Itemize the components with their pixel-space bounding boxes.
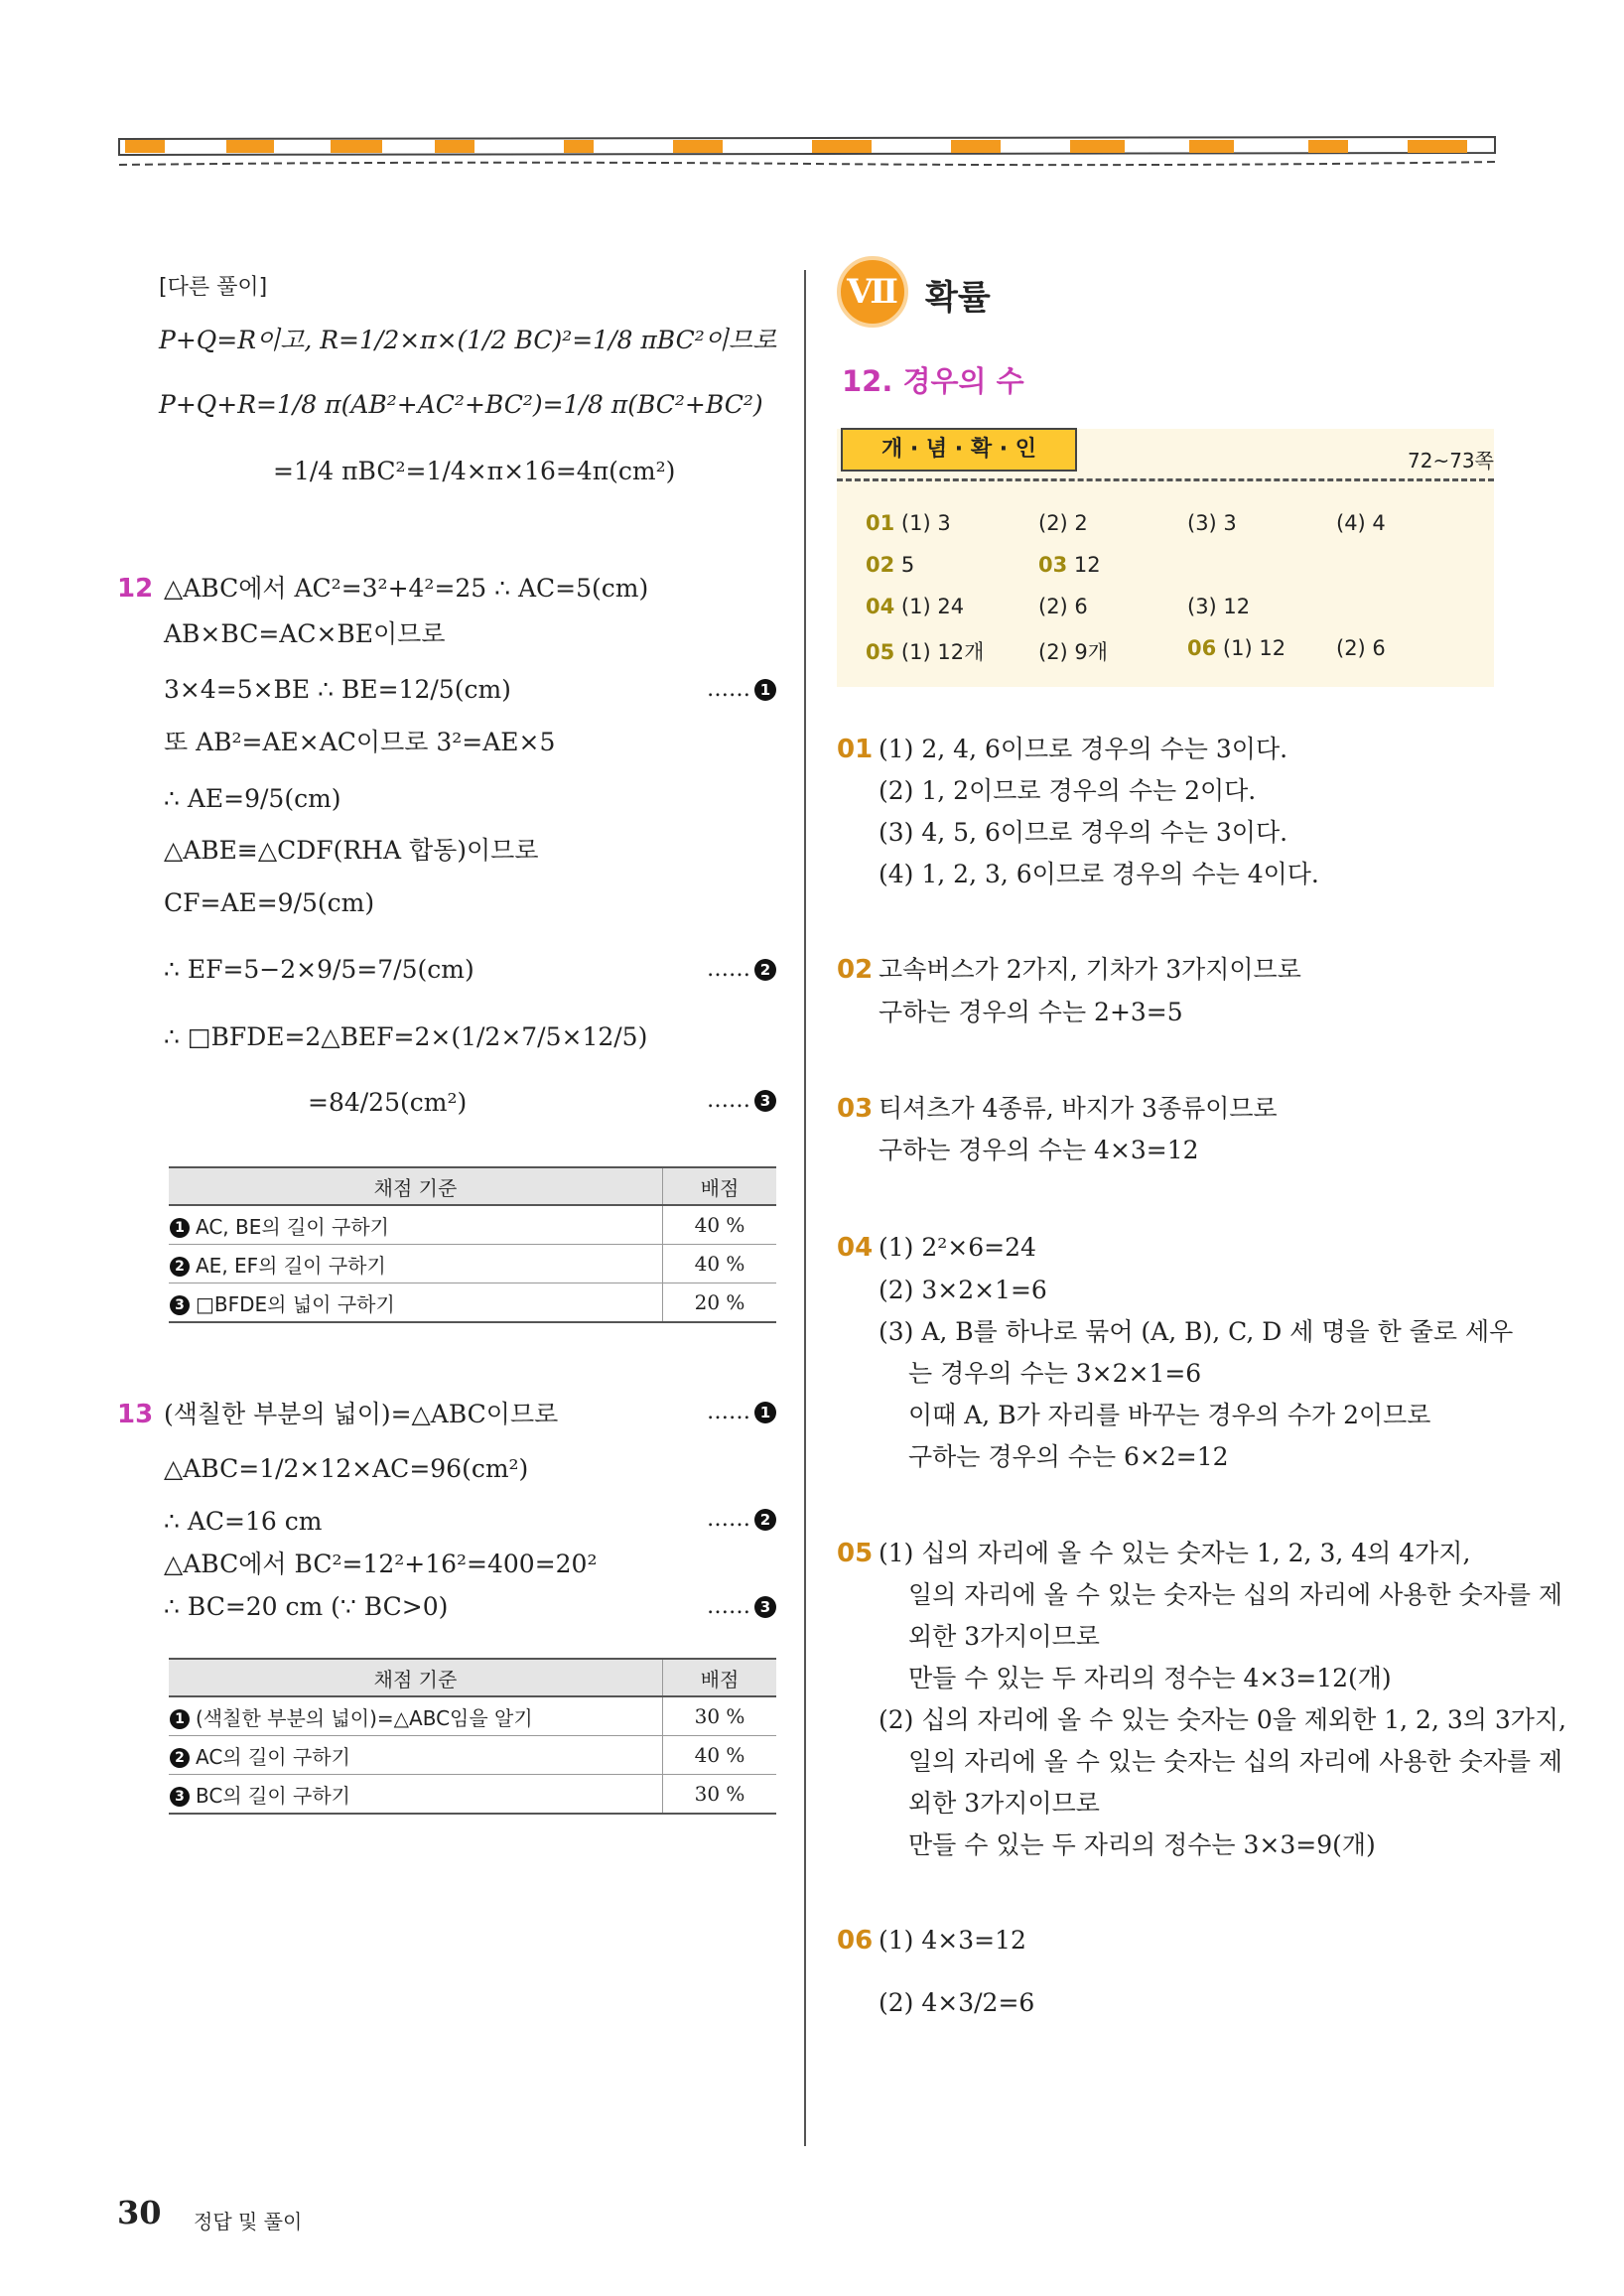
concept-item: 05 (1) 12개 — [866, 640, 985, 664]
p12-line-2: AB×BC=AC×BE이므로 — [164, 619, 446, 648]
p12-line-9: ∴ □BFDE=2△BEF=2×(1/2×7/5×12/5) — [164, 1022, 648, 1051]
p12-line-10: =84/25(cm²) — [308, 1088, 468, 1117]
p13-step-marker-1: …… 1 — [707, 1400, 776, 1424]
answer-01-line: (3) 4, 5, 6이므로 경우의 수는 3이다. — [879, 818, 1288, 847]
concept-item: (2) 2 — [1038, 511, 1088, 535]
table-row: 1 AC, BE의 길이 구하기 40 % — [169, 1205, 776, 1245]
answer-06-line: (1) 4×3=12 — [879, 1926, 1026, 1955]
footer-label: 정답 및 풀이 — [194, 2210, 303, 2233]
answer-04-line: 이때 A, B가 자리를 바꾸는 경우의 수가 2이므로 — [908, 1401, 1431, 1429]
answer-04-line: (3) A, B를 하나로 묶어 (A, B), C, D 세 명을 한 줄로 세우 — [879, 1317, 1514, 1346]
alt-line-1: P+Q=R이고, R=1/2×π×(1/2 BC)²=1/8 πBC²이므로 — [159, 326, 777, 354]
answer-05-line: 만들 수 있는 두 자리의 정수는 4×3=12(개) — [908, 1664, 1392, 1692]
p12-step-marker-1: …… 1 — [707, 677, 776, 702]
problem-13-number: 13 — [117, 1400, 154, 1429]
concept-item: 04 (1) 24 — [866, 595, 965, 618]
answer-05-line: 만들 수 있는 두 자리의 정수는 3×3=9(개) — [908, 1830, 1376, 1859]
p12-line-1: △ABC에서 AC²=3²+4²=25 ∴ AC=5(cm) — [164, 574, 649, 603]
chapter-title: 확률 — [925, 278, 991, 318]
table-row: 3 BC의 길이 구하기 30 % — [169, 1775, 776, 1815]
p12-line-3: 3×4=5×BE ∴ BE=12/5(cm) — [164, 675, 511, 704]
chapter-badge: Ⅶ — [837, 256, 908, 328]
table-row: 2 AE, EF의 길이 구하기 40 % — [169, 1245, 776, 1283]
answer-06-number: 06 — [837, 1926, 874, 1956]
concept-item: 01 (1) 3 — [866, 511, 951, 535]
answer-04-line: 구하는 경우의 수는 6×2=12 — [908, 1442, 1229, 1471]
p13-grading-table: 채점 기준 배점 1 (색칠한 부분의 넓이)=△ABC임을 알기 30 % 2 AC의 길이 구하기 40 % 3 BC의 길이 구하기 30 % — [169, 1658, 776, 1815]
p13-step-marker-2: …… 2 — [707, 1507, 776, 1532]
answer-02-line: 구하는 경우의 수는 2+3=5 — [879, 998, 1183, 1026]
p13-line-3: ∴ AC=16 cm — [164, 1507, 323, 1536]
concept-item: (3) 12 — [1187, 595, 1251, 618]
p13-step-marker-3: …… 3 — [707, 1594, 776, 1619]
section-title: 12. 경우의 수 — [842, 364, 1024, 398]
answer-03-line: 티셔츠가 4종류, 바지가 3종류이므로 — [879, 1094, 1278, 1123]
concept-item: (2) 9개 — [1038, 640, 1109, 664]
concept-item: 03 12 — [1038, 553, 1101, 577]
concept-item: (2) 6 — [1336, 636, 1386, 660]
concept-pages: 72~73쪽 — [1408, 449, 1494, 473]
answer-04-line: (1) 2²×6=24 — [879, 1233, 1036, 1262]
answer-01-line: (1) 2, 4, 6이므로 경우의 수는 3이다. — [879, 735, 1288, 763]
answer-02-line: 고속버스가 2가지, 기차가 3가지이므로 — [879, 955, 1301, 984]
answer-06-line: (2) 4×3/2=6 — [879, 1988, 1035, 2017]
table-row: 2 AC의 길이 구하기 40 % — [169, 1736, 776, 1775]
alt-line-2: P+Q+R=1/8 π(AB²+AC²+BC²)=1/8 π(BC²+BC²) — [159, 390, 763, 419]
concept-item: 06 (1) 12 — [1187, 636, 1286, 660]
answer-04-line: 는 경우의 수는 3×2×1=6 — [908, 1359, 1202, 1388]
answer-01-number: 01 — [837, 735, 874, 764]
p12-step-marker-2: …… 2 — [707, 957, 776, 982]
p13-line-5: ∴ BC=20 cm (∵ BC>0) — [164, 1592, 449, 1621]
alt-line-3: =1/4 πBC²=1/4×π×16=4π(cm²) — [273, 457, 676, 485]
answer-05-line: 일의 자리에 올 수 있는 숫자는 십의 자리에 사용한 숫자를 제 — [908, 1747, 1563, 1776]
concept-item: (2) 6 — [1038, 595, 1088, 618]
p12-line-4: 또 AB²=AE×AC이므로 3²=AE×5 — [164, 728, 556, 756]
column-divider — [804, 270, 806, 2146]
answer-05-line: (1) 십의 자리에 올 수 있는 숫자는 1, 2, 3, 4의 4가지, — [879, 1539, 1471, 1567]
concept-item: (3) 3 — [1187, 511, 1237, 535]
concept-item: 02 5 — [866, 553, 915, 577]
problem-12-number: 12 — [117, 574, 154, 604]
p12-grading-table — [169, 1166, 776, 1323]
p13-line-4: △ABC에서 BC²=12²+16²=400=20² — [164, 1550, 598, 1578]
answer-05-line: (2) 십의 자리에 올 수 있는 숫자는 0을 제외한 1, 2, 3의 3가지, — [879, 1705, 1566, 1734]
p12-line-5: ∴ AE=9/5(cm) — [164, 784, 341, 813]
answer-01-line: (4) 1, 2, 3, 6이므로 경우의 수는 4이다. — [879, 860, 1319, 888]
p12-line-8: ∴ EF=5−2×9/5=7/5(cm) — [164, 955, 474, 984]
p12-line-7: CF=AE=9/5(cm) — [164, 888, 375, 917]
answer-05-line: 외한 3가지이므로 — [908, 1789, 1100, 1818]
concept-check-tab: 개 · 념 · 확 · 인 — [841, 428, 1077, 472]
decorative-ruler — [117, 131, 1497, 171]
answer-03-number: 03 — [837, 1094, 874, 1124]
p13-line-2: △ABC=1/2×12×AC=96(cm²) — [164, 1454, 529, 1483]
answer-05-line: 일의 자리에 올 수 있는 숫자는 십의 자리에 사용한 숫자를 제 — [908, 1580, 1563, 1609]
alt-solution-heading: [다른 풀이] — [159, 275, 268, 300]
table-row: 3 □BFDE의 넓이 구하기 20 % — [169, 1283, 776, 1323]
answer-01-line: (2) 1, 2이므로 경우의 수는 2이다. — [879, 776, 1257, 805]
table-row: 1 (색칠한 부분의 넓이)=△ABC임을 알기 30 % — [169, 1696, 776, 1736]
page-number: 30 — [117, 2194, 162, 2231]
answer-05-number: 05 — [837, 1539, 874, 1568]
p12-line-6: △ABE≡△CDF(RHA 합동)이므로 — [164, 836, 539, 865]
answer-05-line: 외한 3가지이므로 — [908, 1622, 1100, 1651]
concept-item: (4) 4 — [1336, 511, 1386, 535]
answer-03-line: 구하는 경우의 수는 4×3=12 — [879, 1136, 1199, 1164]
p13-line-1: (색칠한 부분의 넓이)=△ABC이므로 — [164, 1400, 559, 1428]
concept-divider — [837, 478, 1494, 481]
answer-04-number: 04 — [837, 1233, 874, 1263]
grading-header-points: 배점 — [663, 1167, 777, 1205]
answer-02-number: 02 — [837, 955, 874, 985]
grading-header-criteria: 채점 기준 — [169, 1167, 663, 1205]
answer-04-line: (2) 3×2×1=6 — [879, 1276, 1047, 1304]
p12-step-marker-3: …… 3 — [707, 1088, 776, 1113]
